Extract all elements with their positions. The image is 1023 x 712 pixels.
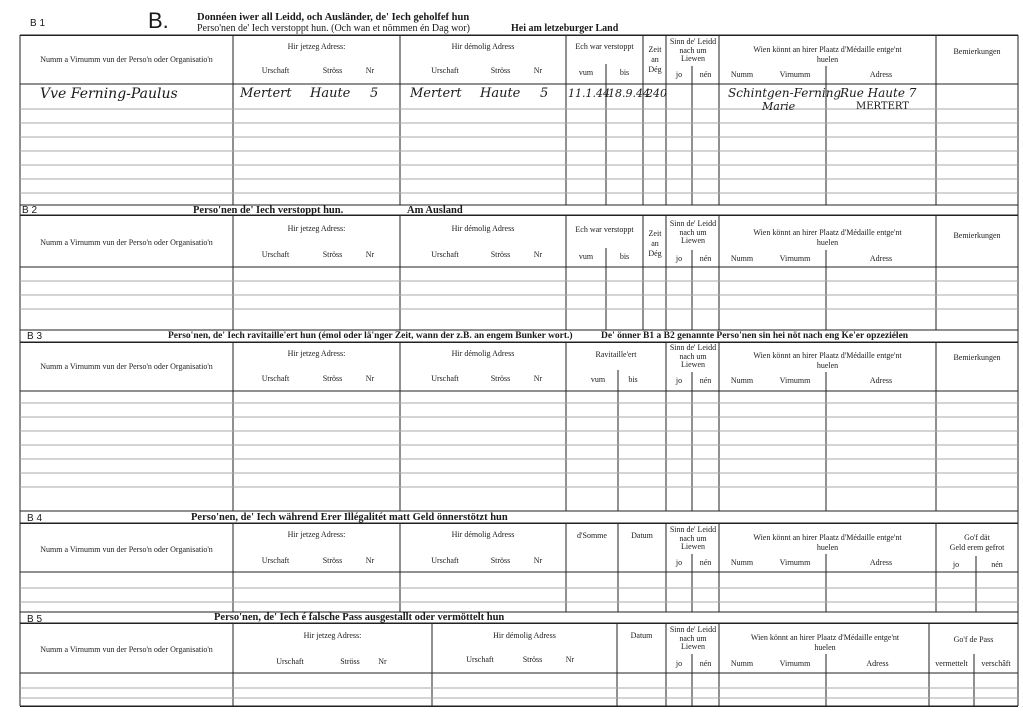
header-nr: Nr xyxy=(365,556,375,565)
header-from: vum xyxy=(590,375,606,384)
header-old-address: Hir démolig Adress xyxy=(451,530,515,539)
header-nr: Nr xyxy=(365,250,375,259)
header-street: Ströss xyxy=(490,556,511,565)
header-name: Numm a Virnumm vun der Perso'n oder Organisatio'n xyxy=(40,545,213,554)
header-name: Numm a Virnumm vun der Perso'n oder Organisatio'n xyxy=(40,55,213,64)
entry-old-town: Mertert xyxy=(410,86,462,101)
entry-medal-town: MERTERT xyxy=(856,101,909,112)
header-medal-address: Adress xyxy=(869,254,893,263)
section-code: B 1 xyxy=(30,18,46,29)
header-medal-name: Numm xyxy=(730,254,754,263)
header-medal-name: Numm xyxy=(730,659,754,668)
header-no: nén xyxy=(991,560,1003,569)
header-street: Ströss xyxy=(322,250,343,259)
header-town: Urschaft xyxy=(261,374,290,383)
header-town: Urschaft xyxy=(431,66,459,75)
header-gave-money: Go'f dät xyxy=(964,533,990,542)
section-title: Perso'nen, de' Iech é falsche Pass ausgestallt oder vermöttelt hun xyxy=(214,612,505,623)
header-days: Zeit an Dég xyxy=(648,229,662,258)
header-yes: jo xyxy=(675,659,683,668)
header-current-address: Hir jetzeg Adress: xyxy=(287,349,346,358)
header-street: Ströss xyxy=(490,250,511,259)
header-yes: jo xyxy=(675,376,683,385)
section-code: B 2 xyxy=(22,205,38,216)
section-code: B 5 xyxy=(27,614,43,625)
header-nr: Nr xyxy=(565,655,575,664)
header-money-back: Geld erem gefrot xyxy=(949,543,1005,552)
entry-from-date: 11.1.44 xyxy=(568,87,610,100)
header-medal-firstname: Virnumm xyxy=(779,558,811,567)
header-date: Datum xyxy=(631,531,653,540)
header-street: Ströss xyxy=(340,657,360,666)
header-nr: Nr xyxy=(533,374,543,383)
header-remarks: Bemierkungen xyxy=(953,47,1001,56)
header-current-address: Hir jetzeg Adress: xyxy=(287,530,346,539)
header-nr: Nr xyxy=(533,250,543,259)
header-town: Urschaft xyxy=(431,250,459,259)
header-remarks: Bemierkungen xyxy=(953,353,1001,362)
section-subtitle: Perso'nen de' Iech verstoppt hun. (Och wan et nömmen én Dag wor) xyxy=(197,23,470,34)
header-medal-address: Adress xyxy=(866,659,889,668)
entry-old-nr: 5 xyxy=(540,86,549,101)
header-medal: Wien könnt an hirer Plaatz d'Médaille entge'nt huelen xyxy=(753,228,902,247)
header-street: Ströss xyxy=(522,655,543,664)
entry-days: 240 xyxy=(646,87,667,100)
form-letter: B. xyxy=(148,8,169,33)
section-title: Donnéen iwer all Leidd, och Ausländer, de' Iech geholfef hun xyxy=(197,12,470,23)
header-no: nén xyxy=(699,558,712,567)
entry-current-nr: 5 xyxy=(370,86,379,101)
header-name: Numm a Virnumm vun der Perso'n oder Organisatio'n xyxy=(40,238,213,247)
header-old-address: Hir démolig Adress xyxy=(451,42,515,51)
header-medal: Wien könnt an hirer Plaatz d'Médaille entge'nt huelen xyxy=(753,45,902,64)
header-old-address: Hir démolig Adress xyxy=(493,631,556,640)
header-alive: Sinn de' Leidd nach um Liewen xyxy=(669,219,717,245)
header-gave-pass: Go'f de Pass xyxy=(953,635,994,644)
header-town: Urschaft xyxy=(261,250,290,259)
header-no: nén xyxy=(699,659,712,668)
header-street: Ströss xyxy=(322,374,343,383)
header-name: Numm a Virnumm vun der Perso'n oder Organisatio'n xyxy=(40,645,213,654)
header-to: bis xyxy=(628,375,638,384)
header-from: vum xyxy=(578,68,594,77)
header-medal: Wien könnt an hirer Plaatz d'Médaille entge'nt huelen xyxy=(753,351,902,370)
header-yes: jo xyxy=(675,254,683,263)
section-code: B 3 xyxy=(27,331,43,342)
header-nr: Nr xyxy=(533,556,543,565)
header-yes: jo xyxy=(675,558,683,567)
entry-current-street: Haute xyxy=(310,86,351,101)
section-code: B 4 xyxy=(27,513,43,524)
header-medal-firstname: Virnumm xyxy=(779,254,811,263)
header-medal-firstname: Virnumm xyxy=(779,376,811,385)
section-place: Am Ausland xyxy=(407,205,463,216)
entry-old-street: Haute xyxy=(480,86,521,101)
header-street: Ströss xyxy=(490,66,511,75)
header-no: nén xyxy=(699,376,712,385)
header-alive: Sinn de' Leidd nach um Liewen xyxy=(669,37,717,63)
entry-medal-firstname: Marie xyxy=(762,100,796,113)
section-note: De' önner B1 a B2 genannte Perso'nen sin hei nöt nach eng Ke'er opzeziélen xyxy=(601,331,909,341)
header-procured: verschâft xyxy=(981,659,1011,668)
header-from: vum xyxy=(578,252,594,261)
header-medal: Wien könnt an hirer Plaatz d'Médaille entge'nt huelen xyxy=(753,533,902,552)
header-current-address: Hir jetzeg Adress: xyxy=(287,42,346,51)
header-medal-firstname: Virnumm xyxy=(779,70,811,79)
header-medal-address: Adress xyxy=(869,558,893,567)
header-to: bis xyxy=(619,68,630,77)
header-medal: Wien könnt an hirer Plaatz d'Médaille entge'nt huelen xyxy=(750,633,900,652)
header-current-address: Hir jetzeg Adress: xyxy=(303,631,362,640)
entry-medal-address: Rue Haute 7 xyxy=(840,86,917,100)
section-title: Perso'nen de' Iech verstoppt hun. xyxy=(193,205,344,216)
header-date: Datum xyxy=(630,631,653,640)
header-no: nén xyxy=(699,70,712,79)
header-town: Urschaft xyxy=(431,374,459,383)
header-nr: Nr xyxy=(533,66,543,75)
header-current-address: Hir jetzeg Adress: xyxy=(287,224,346,233)
header-medal-address: Adress xyxy=(869,70,893,79)
header-town: Urschaft xyxy=(431,556,459,565)
entry-medal-name: Schintgen-Ferning xyxy=(728,86,842,100)
header-medal-address: Adress xyxy=(869,376,893,385)
header-to: bis xyxy=(619,252,630,261)
header-town: Urschaft xyxy=(276,657,304,666)
header-old-address: Hir démolig Adress xyxy=(451,224,515,233)
header-alive: Sinn de' Leidd nach um Liewen xyxy=(669,343,717,369)
header-town: Urschaft xyxy=(466,655,494,664)
header-alive: Sinn de' Leidd nach um Liewen xyxy=(669,525,717,551)
entry-name: Vve Ferning-Paulus xyxy=(40,86,178,102)
header-remarks: Bemierkungen xyxy=(953,231,1001,240)
header-name: Numm a Virnumm vun der Perso'n oder Organisatio'n xyxy=(40,362,213,371)
header-street: Ströss xyxy=(322,556,343,565)
header-hidden: Ech war verstoppt xyxy=(575,42,634,51)
header-yes: jo xyxy=(952,560,960,569)
header-old-address: Hir démolig Adress xyxy=(451,349,515,358)
header-nr: Nr xyxy=(365,66,375,75)
header-nr: Nr xyxy=(365,374,375,383)
header-medal-name: Numm xyxy=(730,558,754,567)
header-sum: d'Somme xyxy=(577,531,607,540)
header-town: Urschaft xyxy=(261,66,290,75)
header-street: Ströss xyxy=(490,374,511,383)
header-mediated: vermettelt xyxy=(935,659,968,668)
header-medal-name: Numm xyxy=(730,376,754,385)
header-hidden: Ech war verstoppt xyxy=(575,225,634,234)
header-town: Urschaft xyxy=(261,556,290,565)
header-alive: Sinn de' Leidd nach um Liewen xyxy=(669,625,717,651)
header-no: nén xyxy=(699,254,712,263)
header-street: Ströss xyxy=(322,66,343,75)
header-nr: Nr xyxy=(378,657,387,666)
section-title: Perso'nen, de' Iech während Erer Illégalitét matt Geld önnerstötzt hun xyxy=(191,512,508,523)
header-days: Zeit an Dég xyxy=(648,45,662,74)
header-yes: jo xyxy=(675,70,683,79)
section-title: Perso'nen, de' Iech ravitaille'ert hun (émol oder lä'nger Zeit, wann der z.B. an engem Bunker wort.) xyxy=(168,331,573,341)
section-place: Hei am letzeburger Land xyxy=(511,23,619,34)
entry-to-date: 18.9.44 xyxy=(608,87,650,100)
header-medal-name: Numm xyxy=(730,70,754,79)
header-medal-firstname: Virnumm xyxy=(779,659,811,668)
header-supplied: Ravitaille'ert xyxy=(595,350,637,359)
entry-current-town: Mertert xyxy=(240,86,292,101)
